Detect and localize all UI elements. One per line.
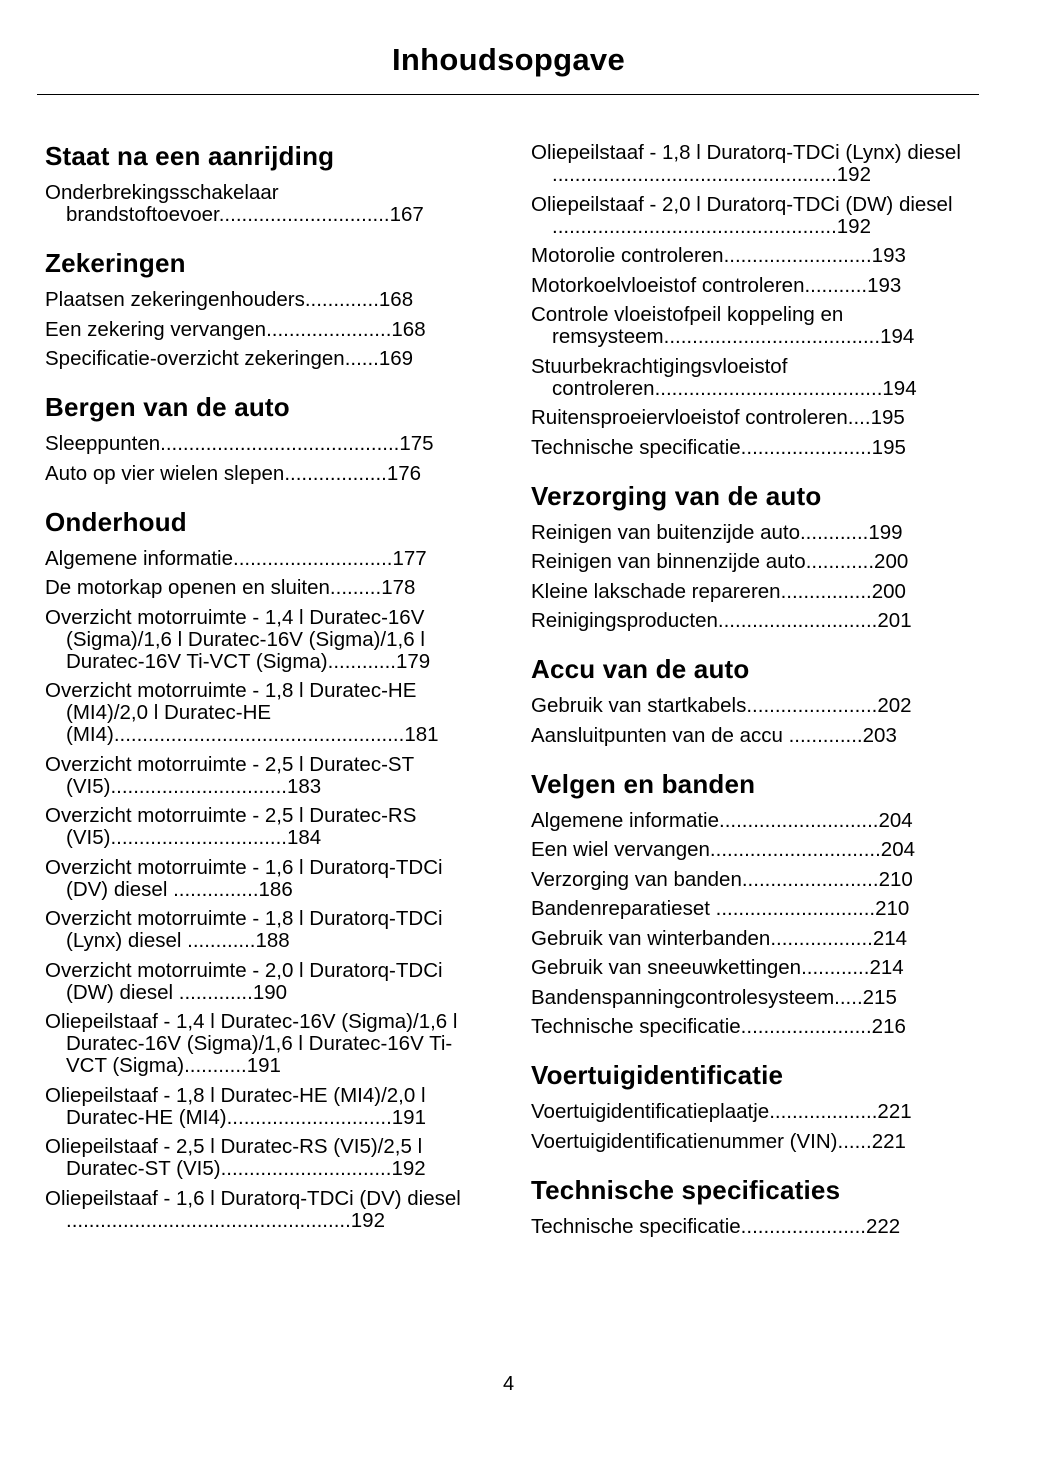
toc-entry[interactable]: [531, 810, 971, 832]
dot-leader: ............................: [717, 609, 878, 632]
toc-page-number: 179: [396, 649, 431, 673]
toc-page-number: 204: [880, 838, 916, 861]
toc-entry-title: Aansluitpunten van de accu: [531, 723, 783, 747]
toc-entry-title: Voertuigidentificatienummer (VIN): [531, 1129, 838, 1153]
dot-leader: ..............................: [709, 838, 881, 861]
toc-entry[interactable]: [531, 898, 971, 920]
toc-page-number: 191: [391, 1105, 426, 1129]
toc-page-number: 203: [862, 723, 897, 747]
dot-leader: ........................: [741, 867, 879, 891]
toc-entry-title: Reinigingsproducten: [531, 609, 718, 632]
toc-page-number: 221: [877, 1100, 912, 1123]
toc-entry[interactable]: [531, 1216, 971, 1238]
toc-entry-title: Plaatsen zekeringenhouders: [45, 288, 305, 311]
dot-leader: ............................: [719, 808, 879, 832]
dot-leader: ..................................................: [552, 214, 837, 238]
toc-entry-title: Specificatie-overzicht zekeringen: [45, 347, 345, 370]
toc-entry-title: Gebruik van sneeuwkettingen: [531, 956, 802, 979]
dot-leader: ......................: [266, 317, 392, 341]
section-heading: Verzorging van de auto: [531, 480, 822, 511]
toc-page-number: 178: [381, 576, 416, 599]
toc-entry-title: Overzicht motorruimte - 2,5 l Duratec-RS (VI5): [45, 804, 417, 849]
dot-leader: ................: [780, 579, 872, 603]
toc-page-number: 190: [252, 980, 288, 1004]
toc-section: [531, 653, 971, 747]
toc-entry[interactable]: [45, 754, 485, 798]
toc-entry-title: Verzorging van banden: [531, 867, 742, 891]
toc-page-number: 201: [877, 609, 912, 632]
toc-page-number: 221: [871, 1129, 906, 1153]
toc-page-number: 193: [867, 273, 902, 297]
toc-section: [45, 506, 485, 1232]
dot-leader: ...............: [167, 877, 259, 901]
section-heading: Onderhoud: [45, 506, 187, 537]
toc-entry-title: Reinigen van binnenzijde auto: [531, 550, 806, 573]
dot-leader: ..................: [284, 461, 387, 485]
toc-entry-title: Gebruik van startkabels: [531, 694, 747, 717]
toc-entry-title: Oliepeilstaaf - 2,5 l Duratec-RS (VI5)/2,5 l Duratec-ST (VI5): [45, 1135, 423, 1180]
toc-entry[interactable]: [531, 928, 971, 950]
toc-entry[interactable]: [531, 551, 971, 573]
toc-entry[interactable]: [45, 319, 485, 341]
toc-entry[interactable]: [531, 869, 971, 891]
dot-leader: .............................: [226, 1105, 392, 1129]
toc-entry[interactable]: [531, 275, 971, 297]
toc-entry[interactable]: [45, 908, 485, 952]
dot-leader: ...........: [184, 1054, 247, 1077]
toc-entry[interactable]: [531, 522, 971, 544]
toc-entry[interactable]: [45, 1188, 485, 1232]
title-divider: [37, 94, 979, 95]
toc-page-number: 181: [404, 723, 439, 746]
toc-entry[interactable]: [531, 581, 971, 603]
toc-entry-title: Een wiel vervangen: [531, 838, 710, 861]
dot-leader: ..............................: [220, 1157, 392, 1180]
toc-section: [45, 247, 485, 370]
toc-entry-title: Onderbrekingsschakelaar brandstoftoevoer: [45, 181, 279, 226]
dot-leader: ..........................................: [160, 432, 400, 455]
toc-section: [531, 142, 971, 459]
toc-entry[interactable]: [531, 407, 971, 429]
toc-entry[interactable]: [531, 304, 971, 348]
toc-entry-title: Motorkoelvloeistof controleren: [531, 273, 805, 297]
toc-page-number: 192: [350, 1208, 385, 1232]
toc-page-number: 214: [869, 956, 904, 979]
toc-page-number: 186: [258, 877, 293, 901]
toc-page-number: 200: [871, 579, 906, 603]
toc-entry-title: Algemene informatie: [45, 546, 234, 570]
toc-entry-title: Technische specificatie: [531, 435, 741, 459]
toc-right-column: [531, 142, 971, 1259]
dot-leader: .......................: [740, 1015, 872, 1038]
toc-entry-title: Auto op vier wielen slepen: [45, 461, 285, 485]
toc-page-number: 214: [872, 926, 908, 950]
toc-entry-title: Oliepeilstaaf - 1,8 l Duratec-HE (MI4)/2,0 l Duratec-HE (MI4): [45, 1083, 426, 1129]
toc-entry[interactable]: [531, 1131, 971, 1153]
dot-leader: ...........: [804, 273, 868, 297]
toc-entry[interactable]: [45, 607, 485, 673]
toc-entry[interactable]: [531, 987, 971, 1009]
toc-entry[interactable]: [45, 577, 485, 599]
toc-left-column: [45, 140, 485, 1253]
toc-entry-title: Overzicht motorruimte - 2,0 l Duratorq-TDCi (DW) diesel: [45, 958, 443, 1004]
toc-section: [531, 768, 971, 1039]
toc-page-number: 194: [880, 325, 915, 348]
toc-entry[interactable]: [45, 1136, 485, 1180]
dot-leader: ............................: [233, 546, 393, 570]
toc-entry-title: Overzicht motorruimte - 1,8 l Duratorq-TDCi (Lynx) diesel: [45, 907, 443, 952]
dot-leader: .......................: [746, 694, 878, 717]
toc-entry-title: Algemene informatie: [531, 808, 720, 832]
toc-entry[interactable]: [531, 356, 971, 400]
toc-entry-title: Bandenreparatieset: [531, 897, 710, 920]
toc-page-number: 195: [871, 435, 906, 459]
toc-page-number: 191: [246, 1054, 281, 1077]
toc-page-number: 204: [878, 808, 913, 832]
toc-entry[interactable]: [531, 1101, 971, 1123]
toc-page-number: 199: [868, 520, 903, 544]
toc-page-number: 188: [255, 929, 290, 952]
toc-entry-title: Overzicht motorruimte - 1,8 l Duratec-HE (MI4)/2,0 l Duratec-HE (MI4): [45, 679, 417, 746]
toc-entry[interactable]: [45, 289, 485, 311]
toc-page-number: 222: [865, 1214, 901, 1238]
dot-leader: ...................: [769, 1100, 878, 1123]
dot-leader: .............: [782, 723, 863, 747]
toc-entry-title: Controle vloeistofpeil koppeling en remsysteem: [531, 303, 844, 348]
toc-entry-title: Oliepeilstaaf - 2,0 l Duratorq-TDCi (DW) diesel: [531, 192, 953, 216]
dot-leader: ........................................: [654, 376, 883, 400]
toc-entry[interactable]: [531, 957, 971, 979]
toc-page-number: 215: [862, 985, 897, 1009]
toc-entry-title: Overzicht motorruimte - 2,5 l Duratec-ST (VI5): [45, 752, 414, 798]
toc-page-number: 210: [875, 897, 910, 920]
toc-page-number: 169: [378, 347, 414, 370]
dot-leader: .............: [173, 980, 253, 1004]
section-heading: Zekeringen: [45, 248, 186, 278]
toc-page-number: 175: [399, 432, 434, 455]
section-heading: Voertuigidentificatie: [531, 1060, 784, 1090]
toc-entry[interactable]: [45, 857, 485, 901]
dot-leader: ......................................: [663, 325, 881, 348]
toc-entry-title: Gebruik van winterbanden: [531, 926, 771, 950]
toc-page-number: 177: [392, 546, 427, 570]
toc-entry-title: Technische specificatie: [531, 1214, 741, 1238]
dot-leader: ....: [847, 406, 871, 429]
toc-entry-title: Bandenspanningcontrolesysteem: [531, 985, 835, 1009]
toc-page-number: 168: [378, 288, 414, 311]
dot-leader: ..........................: [723, 244, 872, 267]
toc-entry[interactable]: [45, 1085, 485, 1129]
toc-entry[interactable]: [45, 548, 485, 570]
toc-entry[interactable]: [45, 433, 485, 455]
toc-entry[interactable]: [531, 194, 971, 238]
toc-entry-title: Stuurbekrachtigingsvloeistof controleren: [531, 354, 788, 400]
toc-entry[interactable]: [45, 680, 485, 746]
toc-page-number: 195: [870, 406, 905, 429]
dot-leader: ............: [327, 649, 396, 673]
toc-entry[interactable]: [45, 348, 485, 370]
dot-leader: .....: [834, 985, 863, 1009]
toc-section: [531, 480, 971, 633]
toc-page-number: 200: [874, 550, 909, 573]
toc-entry[interactable]: [45, 182, 485, 226]
toc-entry[interactable]: [531, 725, 971, 747]
toc-page-number: 193: [871, 244, 906, 267]
dot-leader: .......................: [740, 435, 872, 459]
toc-section: [531, 1174, 971, 1238]
section-heading: Accu van de auto: [531, 654, 750, 684]
toc-entry[interactable]: [45, 960, 485, 1004]
toc-page-number: 202: [877, 694, 912, 717]
toc-entry-title: Sleeppunten: [45, 432, 161, 455]
dot-leader: ...................................................: [113, 723, 405, 746]
toc-page-number: 210: [878, 867, 913, 891]
dot-leader: ..................................................: [66, 1208, 351, 1232]
dot-leader: ..................: [770, 926, 873, 950]
section-heading: Bergen van de auto: [45, 392, 290, 422]
toc-entry-title: Reinigen van buitenzijde auto: [531, 520, 800, 544]
toc-section: [531, 1059, 971, 1153]
page-number: 4: [502, 1373, 515, 1395]
toc-page-number: 194: [882, 376, 917, 400]
dot-leader: ..................................................: [552, 163, 837, 186]
dot-leader: ...............................: [110, 774, 287, 798]
dot-leader: ............: [181, 929, 256, 952]
toc-entry-title: Ruitensproeiervloeistof controleren: [531, 406, 848, 429]
toc-page-number: 167: [389, 203, 424, 226]
toc-entry-title: Oliepeilstaaf - 1,6 l Duratorq-TDCi (DV) diesel: [45, 1186, 461, 1210]
toc-page-number: 176: [386, 461, 422, 485]
toc-section: [45, 391, 485, 485]
toc-entry-title: De motorkap openen en sluiten: [45, 576, 330, 599]
toc-section: [45, 140, 485, 226]
toc-entry[interactable]: [45, 463, 485, 485]
toc-entry[interactable]: [531, 142, 971, 186]
toc-entry-title: Kleine lakschade repareren: [531, 579, 781, 603]
toc-entry[interactable]: [531, 610, 971, 632]
toc-entry-title: Overzicht motorruimte - 1,6 l Duratorq-TDCi (DV) diesel: [45, 855, 443, 901]
toc-entry[interactable]: [45, 805, 485, 849]
toc-entry[interactable]: [531, 437, 971, 459]
toc-page-number: 192: [836, 163, 871, 186]
toc-page-number: 183: [287, 774, 322, 798]
toc-entry-title: Motorolie controleren: [531, 244, 724, 267]
dot-leader: .............: [304, 288, 379, 311]
dot-leader: ............: [801, 956, 870, 979]
toc-entry[interactable]: [531, 1016, 971, 1038]
dot-leader: ............: [799, 520, 869, 544]
dot-leader: ......: [837, 1129, 872, 1153]
toc-entry-title: Een zekering vervangen: [45, 317, 267, 341]
dot-leader: ...............................: [110, 826, 287, 849]
page-title: Inhoudsopgave: [392, 42, 625, 77]
toc-page-number: 184: [287, 826, 322, 849]
dot-leader: ............: [805, 550, 875, 573]
dot-leader: .........: [329, 576, 382, 599]
toc-entry-title: Technische specificatie: [531, 1015, 741, 1038]
toc-page-number: 168: [391, 317, 426, 341]
section-heading: Staat na een aanrijding: [45, 141, 335, 171]
dot-leader: ......................: [740, 1214, 866, 1238]
dot-leader: ............................: [709, 897, 876, 920]
toc-entry-title: Overzicht motorruimte - 1,4 l Duratec-16V (Sigma)/1,6 l Duratec-16V (Sigma)/1,6 l Duratec-16V Ti-VCT (Sigma): [45, 605, 425, 673]
toc-entry[interactable]: [531, 245, 971, 267]
toc-page-number: 192: [836, 214, 871, 238]
dot-leader: ......: [344, 347, 379, 370]
toc-entry-title: Oliepeilstaaf - 1,4 l Duratec-16V (Sigma)/1,6 l Duratec-16V (Sigma)/1,6 l Duratec-16V Ti-VCT (Sigma): [45, 1010, 458, 1077]
toc-entry[interactable]: [531, 695, 971, 717]
section-heading: Technische specificaties: [531, 1174, 841, 1205]
dot-leader: ..............................: [218, 203, 390, 226]
section-heading: Velgen en banden: [531, 768, 756, 799]
toc-entry-title: Oliepeilstaaf - 1,8 l Duratorq-TDCi (Lynx) diesel: [531, 141, 961, 164]
toc-page-number: 192: [391, 1157, 426, 1180]
toc-entry-title: Voertuigidentificatieplaatje: [531, 1100, 770, 1123]
toc-entry[interactable]: [45, 1011, 485, 1077]
toc-page-number: 216: [871, 1015, 906, 1038]
toc-entry[interactable]: [531, 839, 971, 861]
